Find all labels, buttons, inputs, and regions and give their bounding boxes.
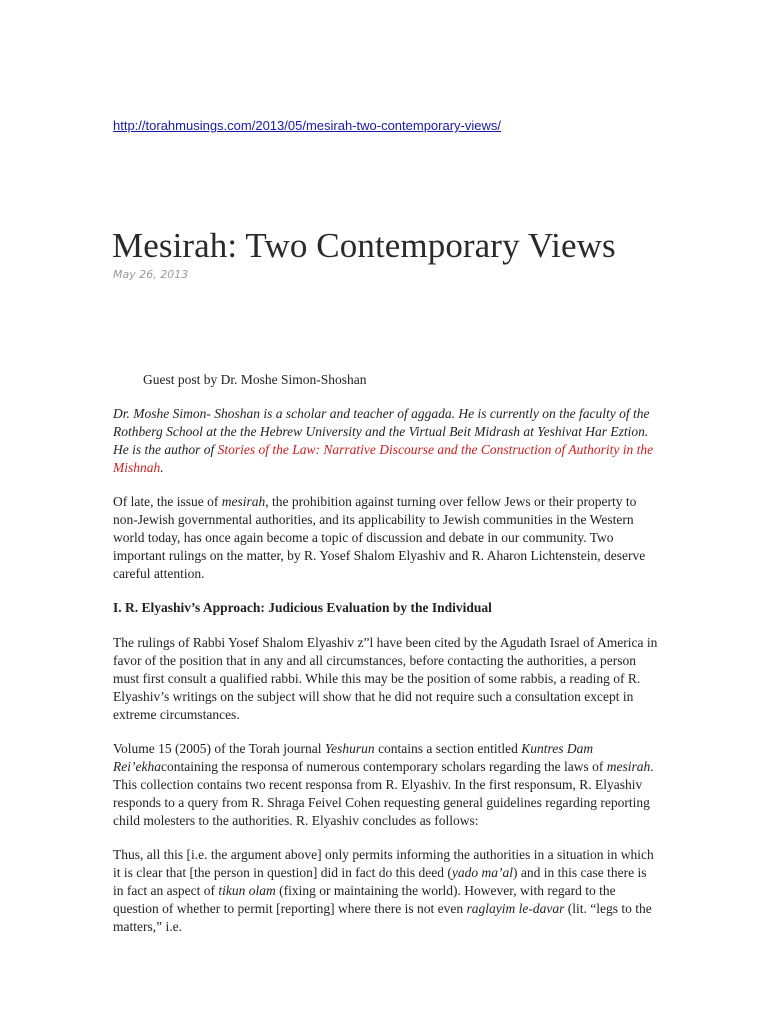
journal-name: Yeshurun: [324, 741, 375, 756]
intro-text-a: Of late, the issue of: [113, 494, 222, 509]
source-url-link[interactable]: http://torahmusings.com/2013/05/mesirah-two-contemporary-views/: [113, 118, 501, 133]
yeshurun-text-b: contains a section entitled: [374, 741, 522, 756]
intro-paragraph: [113, 493, 658, 583]
yeshurun-text-a: Volume 15 (2005) of the Torah journal: [113, 741, 325, 756]
term-yado-maal: yado ma’al: [451, 865, 514, 880]
quote-paragraph: [113, 846, 658, 936]
quote-text-a: Thus, all this [i.e. the argument above] only permits informing the authorities in a situation in which it is clear that [the person in question] did in fact do this deed (: [113, 847, 654, 880]
intro-term-mesirah: mesirah: [221, 494, 266, 509]
author-bio-text: Dr. Moshe Simon- Shoshan is a scholar and teacher of aggada. He is currently on the faculty of the Rothberg School at the the Hebrew University and the Virtual Beit Midrash at Yeshivat Har Eztion. He is the author of: [113, 406, 650, 457]
term-raglayim: raglayim le-davar: [466, 901, 565, 916]
quote-text-c: (fixing or maintaining the world). However, with regard to the question of whether to permit [reporting] where there is not even: [113, 883, 616, 916]
yeshurun-text-c: containing the responsa of numerous contemporary scholars regarding the laws of: [160, 759, 607, 774]
quote-text-d: (lit. “legs to the matters,” i.e.: [113, 901, 652, 934]
page-title: Mesirah: Two Contemporary Views: [112, 226, 616, 265]
yeshurun-term-mesirah: mesirah: [606, 759, 651, 774]
post-date: May 26, 2013: [113, 268, 189, 281]
guest-byline: Guest post by Dr. Moshe Simon-Shoshan: [143, 372, 367, 387]
section-name: Kuntres Dam Rei’ekha: [113, 741, 594, 774]
author-bio-end: .: [160, 460, 164, 475]
section-heading: I. R. Elyashiv’s Approach: Judicious Evaluation by the Individual: [113, 600, 492, 615]
quote-text-b: ) and in this case there is in fact an aspect of: [113, 865, 647, 898]
term-tikun-olam: tikun olam: [218, 883, 276, 898]
elyashiv-paragraph: The rulings of Rabbi Yosef Shalom Elyashiv z”l have been cited by the Agudath Israel of America in favor of the position that in any and all circumstances, before contacting the authorities, a person must first consult a qualified rabbi. While this may be the position of some rabbis, a reading of R. Elyashiv’s writings on the subject will show that he did not require such a consultation except in extreme circumstances.: [113, 635, 658, 722]
yeshurun-text-d: . This collection contains two recent responsa from R. Elyashiv. In the first responsum, R. Elyashiv responds to a query from R. Shraga Feivel Cohen requesting general guidelines regarding reporting child molesters to the authorities. R. Elyashiv concludes as follows:: [113, 759, 654, 828]
author-bio: [113, 405, 658, 477]
intro-text-b: , the prohibition against turning over fellow Jews or their property to non-Jewish governmental authorities, and its applicability to Jewish communities in the Western world today, has once again become a topic of discussion and debate in our community. Two important rulings on the matter, by R. Yosef Shalom Elyashiv and R. Aharon Lichtenstein, deserve careful attention.: [113, 494, 646, 581]
book-link[interactable]: Stories of the Law: Narrative Discourse and the Construction of Authority in the Mishnah: [113, 442, 654, 475]
yeshurun-paragraph: [113, 740, 658, 830]
